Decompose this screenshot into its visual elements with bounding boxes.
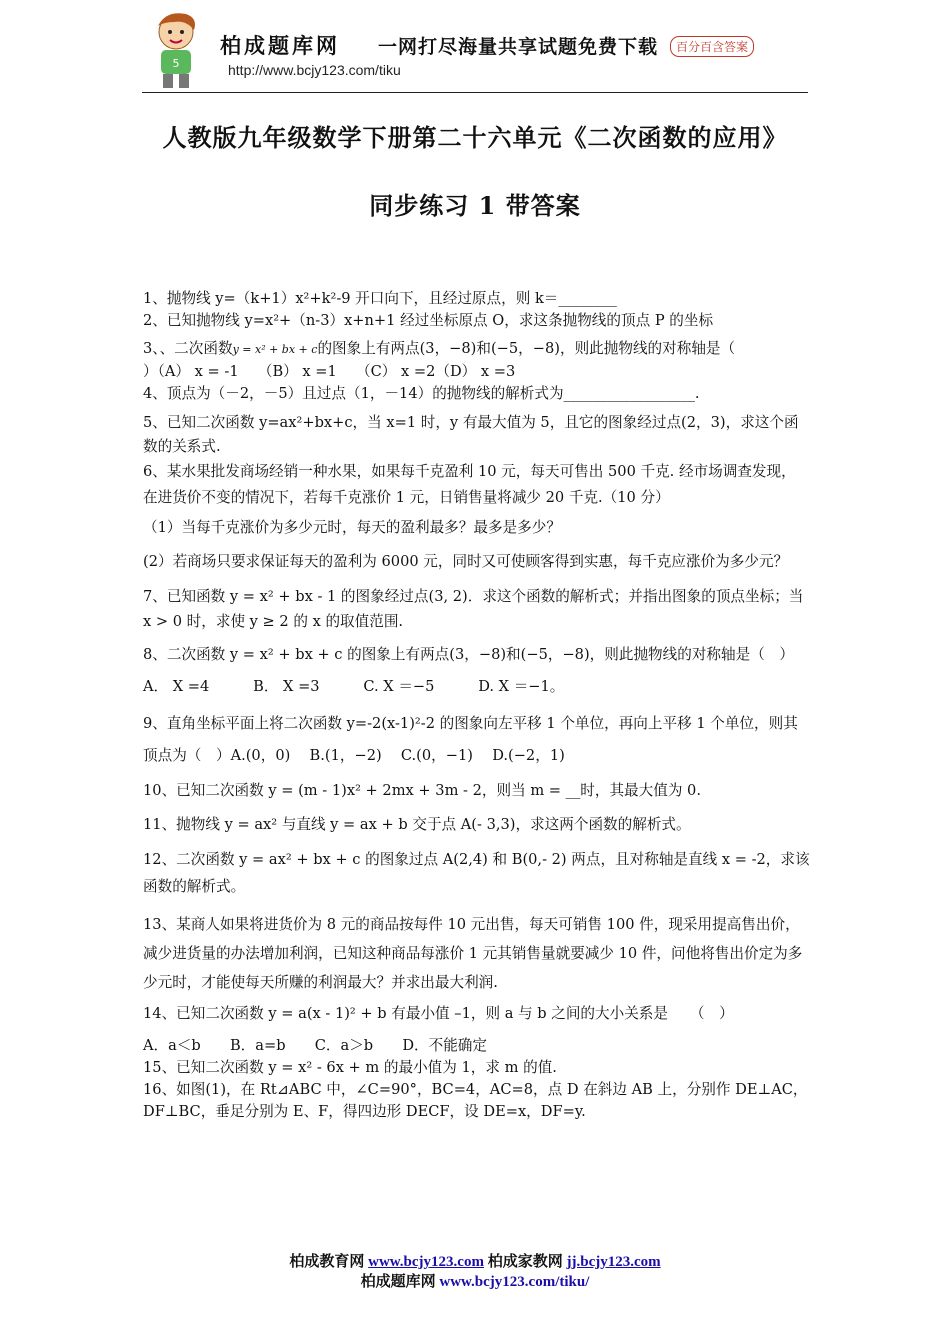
- brand-name: 柏成题库网: [220, 34, 340, 58]
- footer-line-2: [0, 1270, 950, 1291]
- question-1: 1、抛物线 y=（k+1）x²+k²-9 开口向下，且经过原点，则 k＝________: [143, 290, 617, 307]
- footer-line-1: [0, 1250, 950, 1271]
- question-13: 13、某商人如果将进货价为 8 元的商品按每件 10 元出售，每天可销售 100 件，现采用提高售出价，减少进货量的办法增加利润，已知这种商品每涨价 1 元其销售量就要减少 10 件，问他将售出价定为多少元时，才能使每天所赚的利润最大？并求出最大利润.: [143, 916, 803, 991]
- footer-site-1: 柏成教育网: [289, 1254, 369, 1270]
- question-8-options: A． X =4 B． X =3 C. X ＝−5 D. X ＝−1。: [143, 678, 565, 695]
- question-12: 12、二次函数 y = ax² + bx + c 的图象过点 A(2,4) 和 B(0,- 2) 两点，且对称轴是直线 x = -2，求该函数的解析式。: [143, 851, 810, 895]
- question-3-stem: 的图象上有两点(3，−8)和(−5，−8)，则此抛物线的对称轴是（: [317, 340, 736, 357]
- footer-site-3: 柏成题库网: [360, 1274, 440, 1290]
- header-slogan: 一网打尽海量共享试题免费下载: [378, 36, 659, 58]
- question-list: [143, 288, 811, 1123]
- footer-link-main[interactable]: www.bcjy123.com: [368, 1254, 484, 1270]
- question-16: 16、如图(1)，在 Rt⊿ABC 中，∠C=90°，BC=4，AC=8，点 D 在斜边 AB 上，分别作 DE⊥AC，DF⊥BC，垂足分别为 E、F，得四边形 DECF，设 DE=x，DF=y.: [143, 1081, 808, 1120]
- question-3-options: ）（A） x = -1 （B） x =1 （C） x =2（D） x =3: [143, 363, 516, 380]
- question-14: 14、已知二次函数 y = a(x - 1)² + b 有最小值 –1，则 a 与 b 之间的大小关系是 （ ）: [143, 1005, 734, 1022]
- question-6-part-1: （1）当每千克涨价为多少元时，每天的盈利最多？最多是多少？: [143, 519, 561, 536]
- question-7: 7、已知函数 y = x² + bx - 1 的图象经过点(3, 2)．求这个函数的解析式；并指出图象的顶点坐标；当 x > 0 时，求使 y ≥ 2 的 x 的取值范围.: [143, 588, 804, 630]
- svg-text:5: 5: [172, 57, 180, 70]
- footer-link-tiku[interactable]: www.bcjy123.com/tiku/: [439, 1274, 590, 1290]
- mascot-logo-icon: [146, 10, 206, 90]
- question-8: 8、二次函数 y = x² + bx + c 的图象上有两点(3，−8)和(−5，−8)，则此抛物线的对称轴是（ ）: [143, 646, 794, 663]
- answer-badge: 百分百含答案: [670, 36, 754, 57]
- question-9: 9、直角坐标平面上将二次函数 y=-2(x-1)²-2 的图象向左平移 1 个单位，再向上平移 1 个单位，则其顶点为（ ）A.(0，0) B.(1，−2) C.(0，−1) D.(−2，1): [143, 715, 798, 764]
- title-line-2: 同步练习 1 带答案: [369, 191, 581, 220]
- title-line-1: 人教版九年级数学下册第二十六单元《二次函数的应用》: [162, 123, 788, 152]
- question-3-prefix: 3、、二次函数: [143, 340, 233, 357]
- question-10: 10、已知二次函数 y = (m - 1)x² + 2mx + 3m - 2，则当 m = __时，其最大值为 0.: [143, 782, 701, 799]
- question-15: 15、已知二次函数 y = x² - 6x + m 的最小值为 1，求 m 的值.: [143, 1059, 557, 1076]
- question-4: 4、顶点为（－2，－5）且过点（1，－14）的抛物线的解析式为__________________.: [143, 385, 700, 402]
- question-5: 5、已知二次函数 y=ax²+bx+c，当 x=1 时，y 有最大值为 5，且它的图象经过点(2，3)，求这个函数的关系式.: [143, 414, 799, 455]
- footer-link-jj[interactable]: jj.bcjy123.com: [566, 1254, 661, 1270]
- question-6-part-2: (2）若商场只要求保证每天的盈利为 6000 元，同时又可使顾客得到实惠，每千克应涨价为多少元？: [143, 553, 789, 570]
- footer-site-2: 柏成家教网: [483, 1254, 567, 1270]
- question-6: 6、某水果批发商场经销一种水果，如果每千克盈利 10 元，每天可售出 500 千克. 经市场调查发现， 在进货价不变的情况下，若每千克涨价 1 元，日销售量将减少 20 千克.（10 分）: [143, 463, 796, 506]
- page-header: [142, 6, 808, 93]
- question-3: [143, 338, 811, 361]
- question-3-formula: y = x² + bx + c: [232, 343, 318, 356]
- question-11: 11、抛物线 y = ax² 与直线 y = ax + b 交于点 A(- 3,3)，求这两个函数的解析式。: [143, 816, 691, 833]
- header-url: http://www.bcjy123.com/tiku: [228, 62, 401, 78]
- question-2: 2、已知抛物线 y=x²+（n-3）x+n+1 经过坐标原点 O，求这条抛物线的顶点 P 的坐标: [143, 312, 714, 329]
- question-14-options: A．a＜b B．a=b C．a＞b D．不能确定: [143, 1037, 487, 1054]
